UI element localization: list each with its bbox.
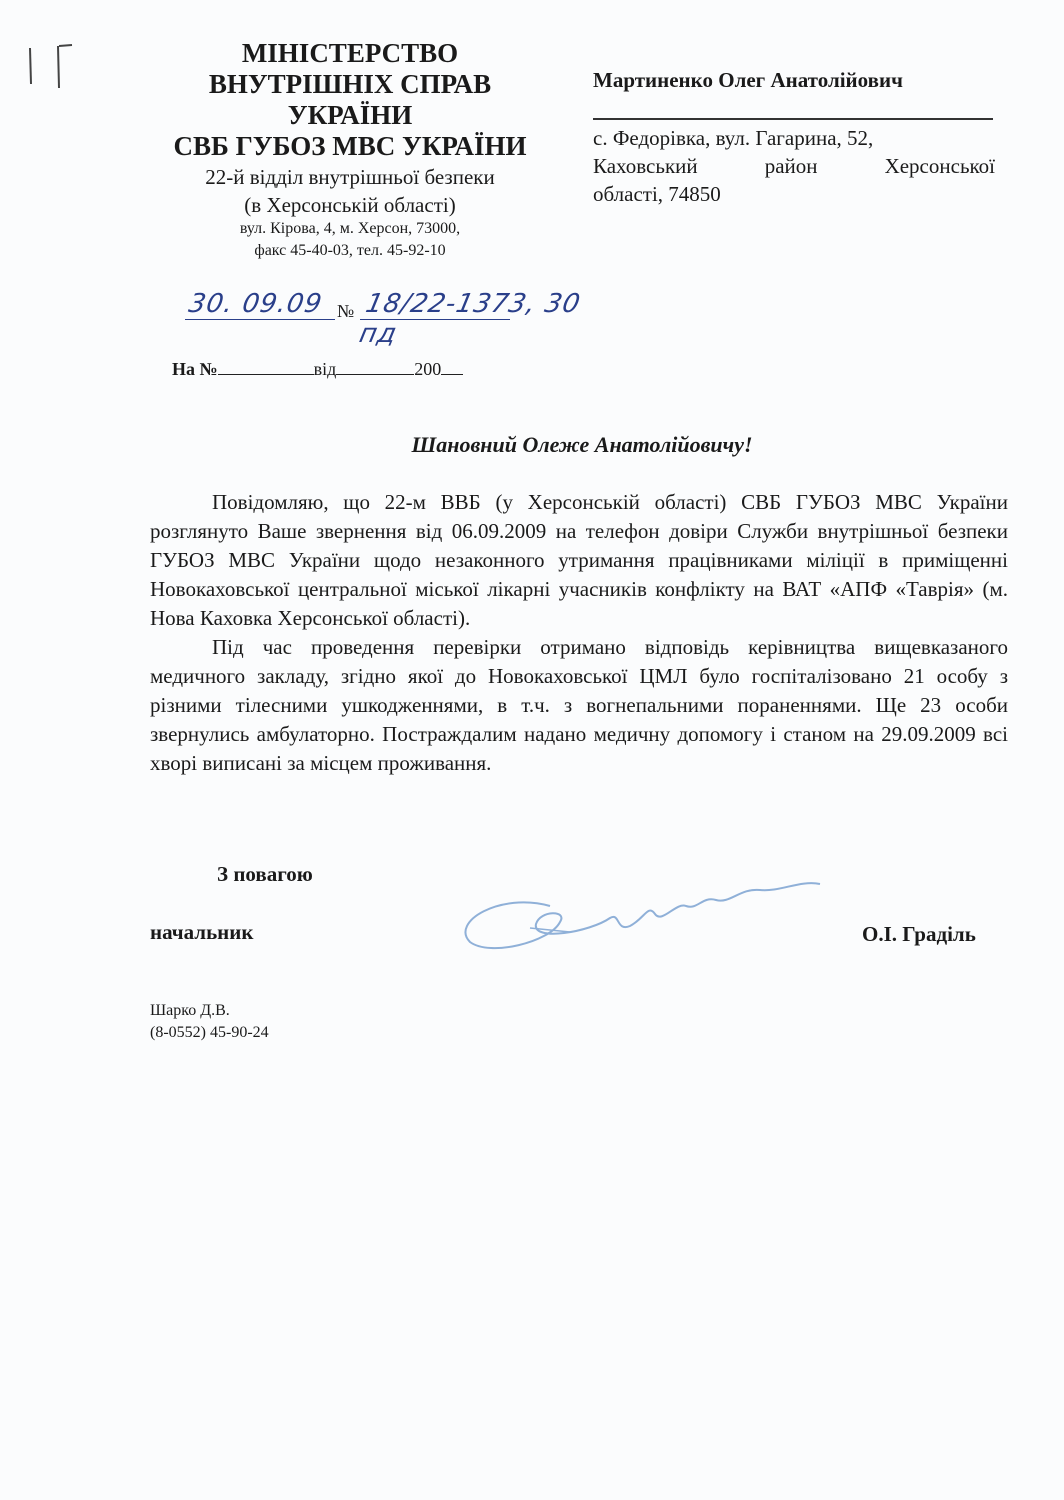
- recipient-name: Мартиненко Олег Анатолійович: [593, 68, 903, 92]
- closing: З повагою: [217, 862, 313, 886]
- ministry-line-2: ВНУТРІШНІХ СПРАВ: [208, 69, 492, 99]
- body-paragraph-2: Під час проведення перевірки отримано відповідь керівництва вищевказаного медичного закладу, згідно якої до Новокаховської ЦМЛ було госпіталізовано 21 особу з різними тілесними ушкодженнями, в т.ч. з вогнепальними пораненнями. Ще 23 особи звернулись амбулаторно. Постраждалим надано медичну допомогу і станом на 29.09.2009 всі хворі виписані за місцем проживання.: [150, 635, 1008, 775]
- registration-no-label: №: [337, 301, 355, 321]
- reference-year-blank: [441, 356, 463, 375]
- department-name: СВБ ГУБОЗ МВС УКРАЇНИ: [173, 131, 527, 161]
- registration-number-line: [360, 319, 510, 320]
- ministry-line-3: УКРАЇНИ: [287, 100, 413, 130]
- executor-phone: (8-0552) 45-90-24: [150, 1024, 269, 1041]
- recipient-block: [593, 66, 995, 208]
- recipient-address-line-3: області, 74850: [593, 182, 721, 206]
- unit-line-1: 22-й відділ внутрішньої безпеки: [205, 165, 495, 189]
- ministry-line-1: МІНІСТЕРСТВО: [241, 38, 459, 68]
- body-paragraph-1: Повідомляю, що 22-м ВВБ (у Херсонській області) СВБ ГУБОЗ МВС України розглянуто Ваше звернення від 06.09.2009 на телефон довіри Служби внутрішньої безпеки ГУБОЗ МВС України щодо незаконного утримання працівниками міліції в приміщенні Новокаховської центральної міської лікарні учасників конфлікту на ВАТ «АПФ «Таврія» (м. Нова Каховка Херсонської області).: [150, 490, 1008, 630]
- margin-mark-icon: [24, 40, 74, 90]
- registration-stamp: [185, 285, 615, 349]
- reference-line: [172, 356, 463, 380]
- sender-address: вул. Кірова, 4, м. Херсон, 73000,: [239, 220, 461, 237]
- reference-no-blank: [218, 356, 314, 375]
- reference-date-blank: [336, 356, 414, 375]
- recipient-address-line-2: Каховський район Херсонської: [593, 154, 995, 178]
- reference-from-label: від: [313, 359, 337, 379]
- registration-date: 30. 09.09: [186, 289, 325, 319]
- letter-body: [150, 488, 1008, 778]
- registration-date-line: [185, 319, 335, 320]
- signer-name: О.І. Граділь: [862, 922, 976, 946]
- recipient-address: [593, 124, 995, 208]
- reference-year: 200: [414, 359, 442, 379]
- sender-letterhead: [140, 38, 560, 262]
- executor-name: Шарко Д.В.: [150, 1002, 230, 1019]
- signer-position: начальник: [150, 920, 254, 944]
- executor-block: [150, 1000, 269, 1044]
- recipient-divider: [593, 118, 993, 120]
- salutation: Шановний Олеже Анатолійовичу!: [411, 432, 753, 457]
- registration-number: 18/22-1373, 30 пд: [356, 289, 584, 349]
- signature-icon: [440, 862, 840, 962]
- sender-contacts: факс 45-40-03, тел. 45-92-10: [254, 242, 446, 259]
- unit-line-2: (в Херсонській області): [244, 193, 456, 217]
- reference-no-label: На №: [172, 359, 218, 379]
- recipient-address-line-1: с. Федорівка, вул. Гагарина, 52,: [593, 126, 874, 150]
